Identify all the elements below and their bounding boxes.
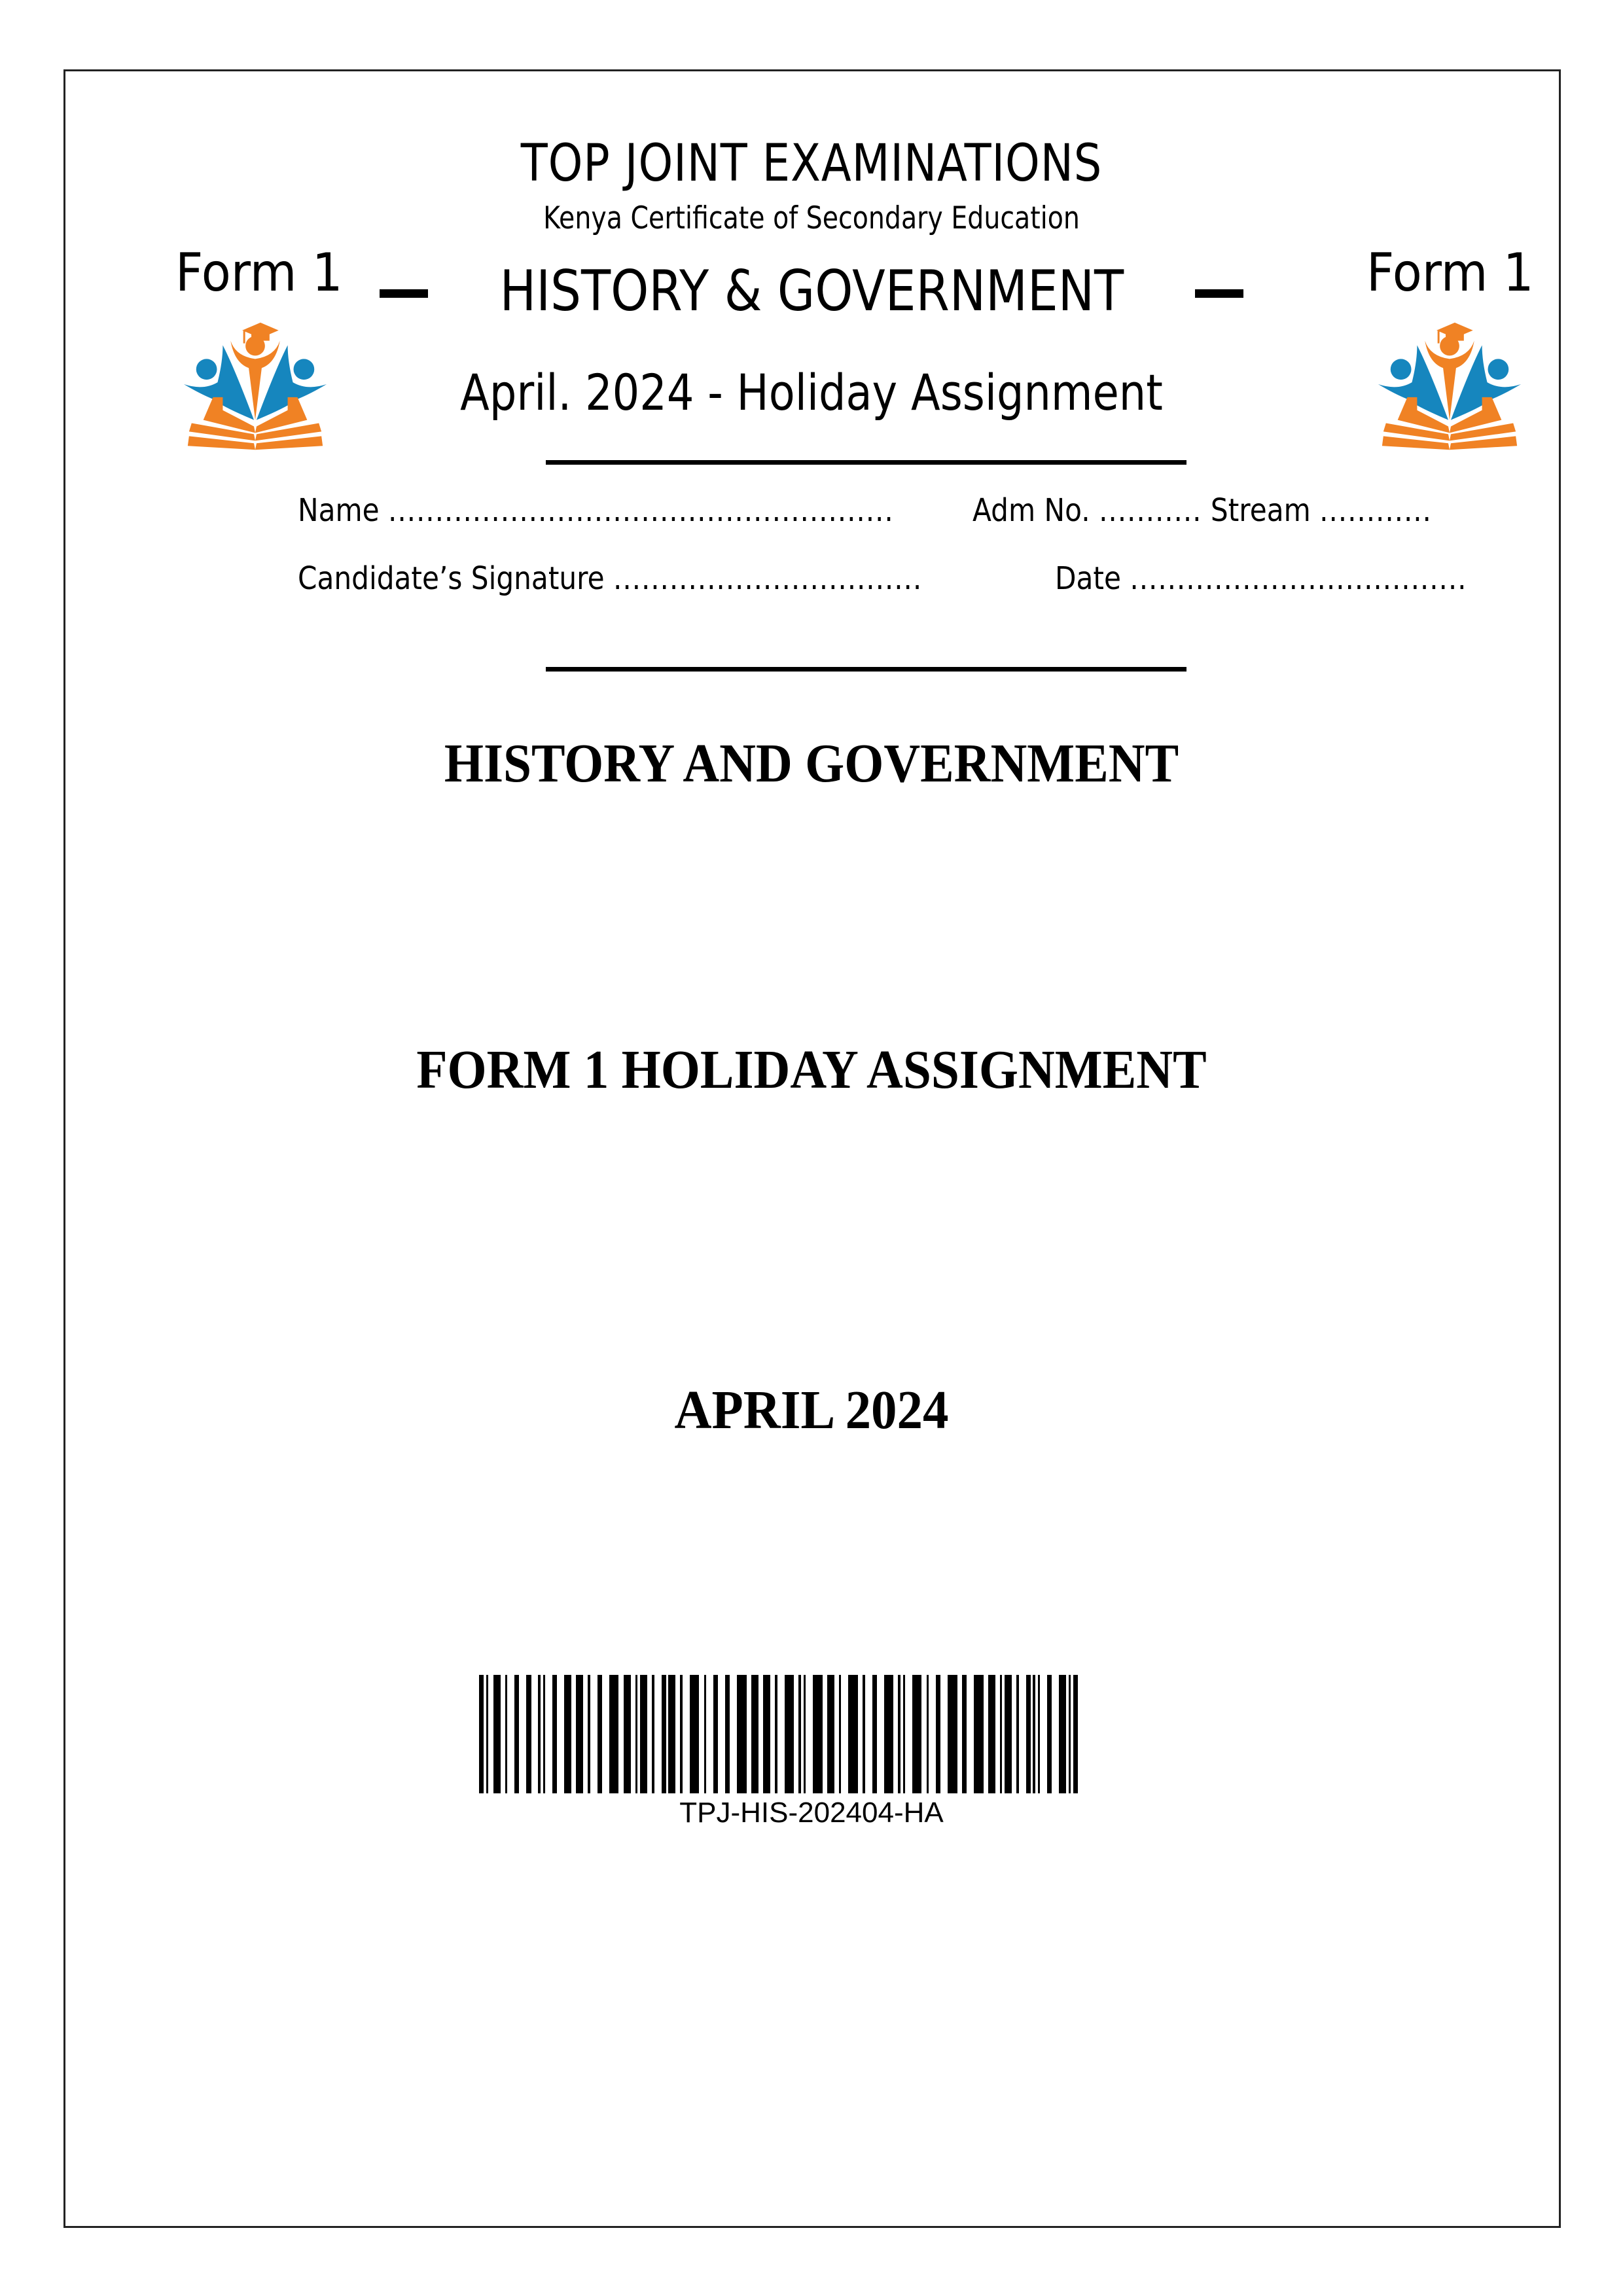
header-divider-top [546, 460, 1186, 465]
field-label-adm-no: Adm No. [972, 492, 1090, 529]
barcode-label: TPJ-HIS-202404-HA [679, 1797, 944, 1829]
field-label-stream: Stream [1210, 492, 1311, 529]
header-divider-bottom [546, 667, 1186, 672]
certificate-subtitle: Kenya Certificate of Secondary Education [543, 200, 1080, 236]
field-label-date: Date [1055, 560, 1121, 597]
signature-input-line[interactable]: ................................. [613, 560, 923, 597]
form-label-right: Form 1 [1366, 242, 1534, 303]
adm-no-input-line[interactable]: ........... [1099, 492, 1202, 529]
exam-organization-title: TOP JOINT EXAMINATIONS [520, 134, 1103, 193]
education-logo-icon [1372, 322, 1527, 453]
assignment-line: April. 2024 - Holiday Assignment [460, 363, 1163, 422]
form-label-left: Form 1 [175, 242, 343, 303]
field-adm-no[interactable] [972, 492, 1432, 529]
dash-left-icon [380, 289, 428, 298]
date-heading: APRIL 2024 [674, 1380, 949, 1441]
field-label-signature: Candidate’s Signature [298, 560, 605, 597]
dash-right-icon [1195, 289, 1243, 298]
stream-input-line[interactable]: ............ [1319, 492, 1432, 529]
subject-banner-text: HISTORY & GOVERNMENT [499, 259, 1124, 324]
subject-banner [0, 259, 1623, 324]
assignment-heading: FORM 1 HOLIDAY ASSIGNMENT [416, 1039, 1207, 1100]
barcode-icon [479, 1675, 1079, 1793]
name-input-line[interactable]: ...................................................... [388, 492, 894, 529]
date-input-line[interactable]: .................................... [1130, 560, 1467, 597]
subject-heading: HISTORY AND GOVERNMENT [444, 733, 1179, 794]
field-date[interactable] [1055, 560, 1467, 597]
field-label-name: Name [298, 492, 380, 529]
education-logo-icon [177, 322, 333, 453]
field-name[interactable] [298, 492, 894, 529]
field-signature[interactable] [298, 560, 922, 597]
